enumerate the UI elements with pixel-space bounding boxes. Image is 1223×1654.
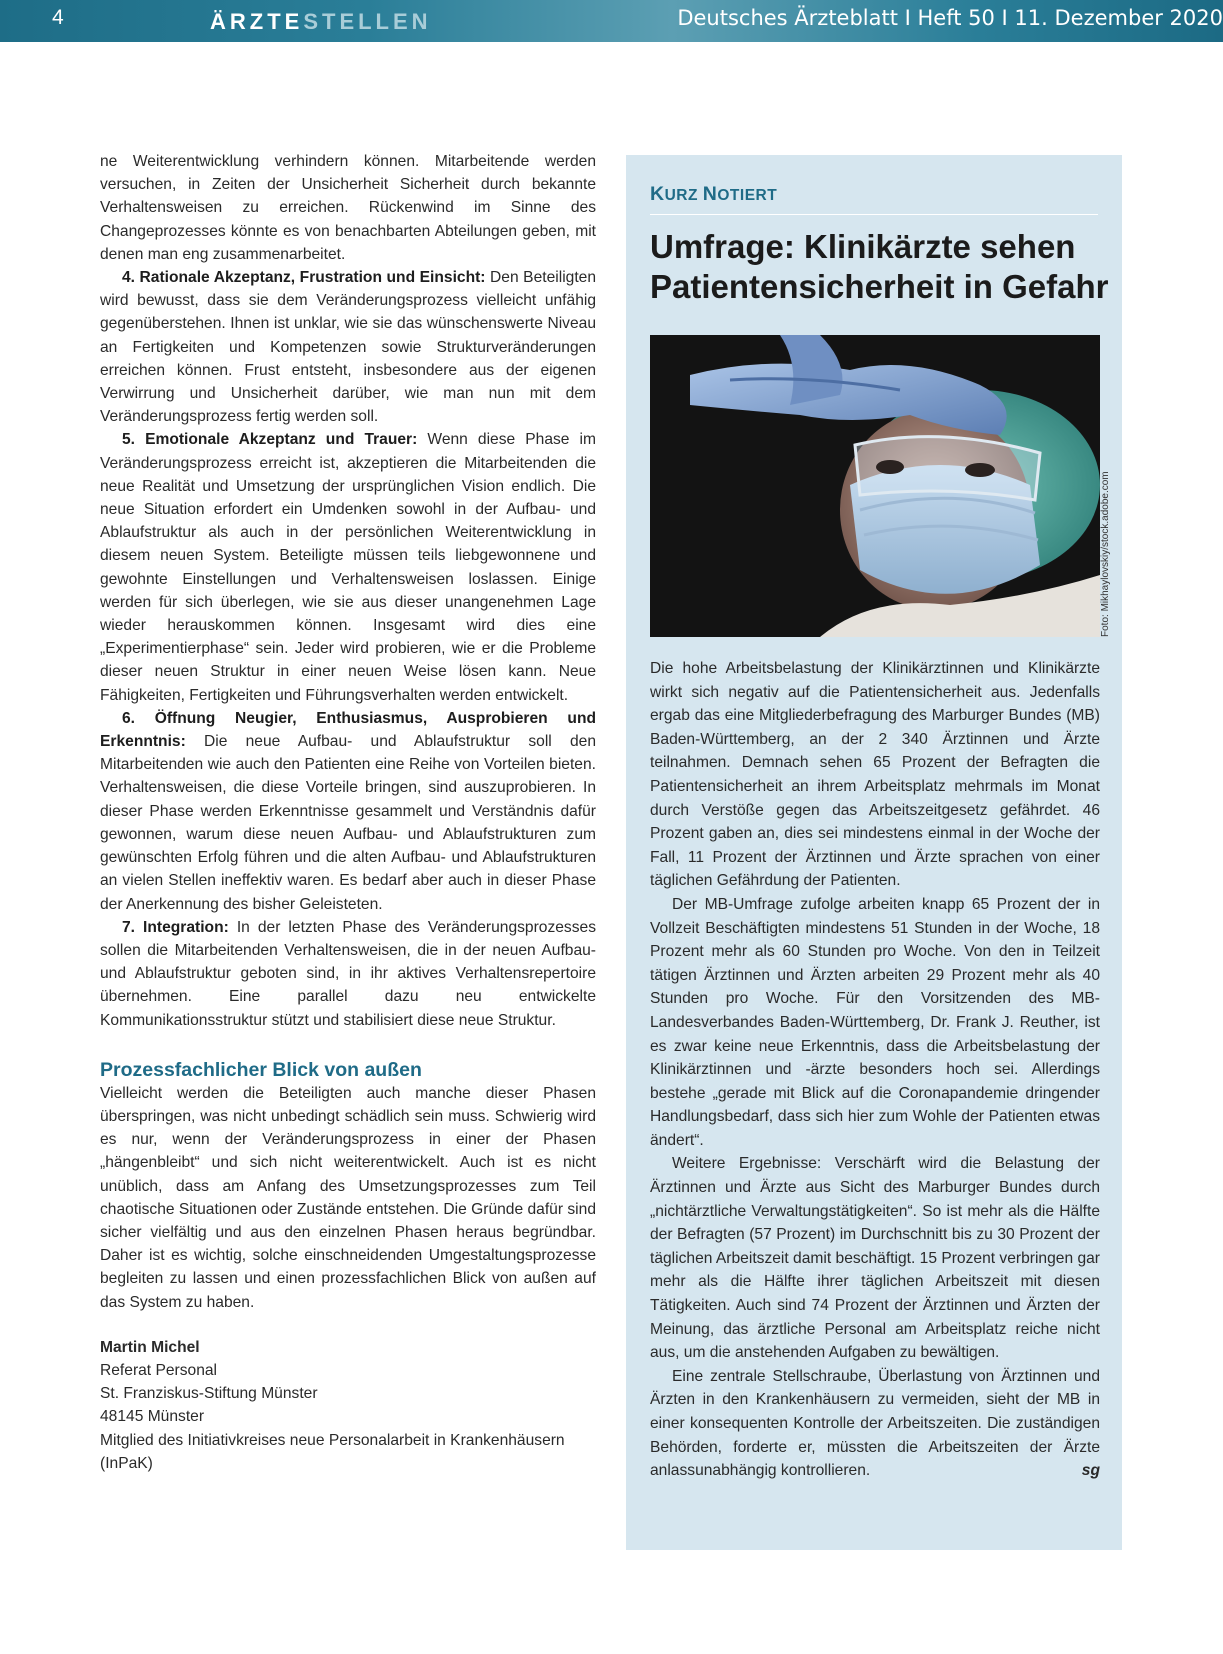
paragraph: Weitere Ergebnisse: Verschärft wird die Belastung der Ärztinnen und Ärzte aus Sicht des Marburger Bundes durch „nichtärztliche Verwaltungstätigkeiten“. So ist mehr als die Hälfte der Befragten (57 Prozent) im Durchschnitt bis zu 30 Prozent der täglichen Arbeitszeit damit beschäftigt. 15 Prozent verbringen gar mehr als die Hälfte ihrer täglichen Arbeitszeit mit diesen Tätigkeiten. Auch sind 74 Prozent der Ärztinnen und Ärzten der Meinung, das ärztliche Personal am Arbeitsplatz reiche nicht aus, um die anstehenden Aufgaben zu bewältigen.	[650, 1155, 1100, 1362]
issue-info: Deutsches Ärzteblatt I Heft 50 I 11. Dezember 2020	[677, 6, 1223, 30]
author-line: Referat Personal	[100, 1361, 218, 1379]
kicker-initial: K	[650, 183, 665, 205]
brand-part-2: STELLEN	[303, 9, 432, 34]
paragraph	[650, 1365, 1100, 1483]
paragraph: Die hohe Arbeitsbelastung der Klinikärztinnen und Klinikärzte wirkt sich negativ auf die Patientensicherheit aus. Jedenfalls ergab das eine Mitgliederbefragung des Marburger Bundes (MB) Baden-Württemberg, an der 2 340 Ärztinnen und Ärzte teilnahmen. Demnach sehen 65 Prozent der Befragten die Patientensicherheit an ihrem Arbeitsplatz mehrmals im Monat durch Verstöße gegen das Arbeitszeitgesetz gefährdet. 46 Prozent gaben an, dies sei mindestens einmal in der Woche der Fall, 11 Prozent der Ärztinnen und Ärzte sprachen von einer täglichen Gefährdung der Patienten.	[650, 660, 1100, 890]
section-brand	[210, 9, 432, 35]
phase-heading: 4. Rationale Akzeptanz, Frustration und Einsicht:	[122, 269, 486, 287]
kicker-text: OTIERT	[717, 187, 778, 204]
paragraph-text: Wenn diese Phase im Veränderungsprozess erreicht ist, akzeptieren die Mitarbeitenden die neue Realität und Umsetzung der ursprünglichen Vision endlich. Die neue Situation erfordert ein Umdenken sowohl in der Aufbau- und Ablaufstruktur als auch in der persönlichen Weiterentwicklung in diesem neuen System. Beteiligte müssen teils liebgewonnene und gewohnte Einstellungen und Verhaltensweisen loslassen. Einige werden für sich überlegen, wie sie aus dieser unangenehmen Lage wieder herauskommen können. Insgesamt wird dies eine „Experimentierphase“ sein. Jeder wird probieren, wie er die Probleme dieser neuen Struktur in einer neuen Weise lösen kann. Neue Fähigkeiten, Fertigkeiten und Führungsverhalten werden entwickelt.	[100, 431, 596, 704]
paragraph: ne Weiterentwicklung verhindern können. Mitarbeitende werden versuchen, in Zeiten der Unsicherheit Sicherheit durch bekannte Verhaltensweisen zu erreichen. Rückenwind im Sinne des Changeprozesses könnte es von benachbarten Abteilungen geben, mit denen man eng zusammenarbeitet.	[100, 153, 596, 263]
author-line: 48145 Münster	[100, 1408, 205, 1426]
paragraph	[100, 266, 596, 428]
kicker-initial: N	[702, 183, 718, 205]
paragraph	[100, 916, 596, 1032]
article-left-column	[100, 150, 596, 1475]
author-signature: sg	[1081, 1462, 1100, 1480]
box-headline: Umfrage: Klinikärzte sehen Patientensicherheit in Gefahr	[650, 228, 1109, 305]
brand-part-1: ÄRZTE	[210, 9, 304, 34]
section-subheading: Prozessfachlicher Blick von außen	[100, 1058, 422, 1081]
page-header	[0, 0, 1223, 42]
paragraph-text: Eine zentrale Stellschraube, Überlastung von Ärztinnen und Ärzten in den Krankenhäusern zu vermeiden, sieht der MB in einer konsequenten Kontrolle der Arbeitszeiten. Die zuständigen Behörden, forderte er, müssten die Arbeitszeiten der Ärzte anlassunabhängig kontrollieren.	[650, 1367, 1100, 1480]
author-line: Mitglied des Initiativkreises neue Personalarbeit in Krankenhäusern (InPaK)	[100, 1431, 565, 1472]
paragraph-text: In der letzten Phase des Veränderungsprozesses sollen die Mitarbeitenden Verhaltensweisen, die in der neuen Aufbau- und Ablaufstruktur geboten sind, in ihr aktives Verhaltensrepertoire übernehmen. Eine parallel dazu neu entwickelte Kommunikationsstruktur stützt und stabilisiert diese neue Struktur.	[100, 918, 596, 1029]
doctor-photo	[650, 335, 1100, 637]
kicker-text: URZ	[664, 187, 703, 204]
phase-heading: 7. Integration:	[122, 918, 229, 936]
author-block	[100, 1336, 596, 1475]
paragraph	[100, 428, 596, 706]
page-number: 4	[52, 6, 64, 29]
paragraph-text: Die neue Aufbau- und Ablaufstruktur soll den Mitarbeitenden wie auch den Patienten eine Reihe von Vorteilen bieten. Verhaltensweisen, die diese Vorteile bringen, sind auszuprobieren. In dieser Phase werden Erkenntnisse gesammelt und Verständnis dafür gewonnen, warum diese neuen Aufbau- und Ablaufstrukturen zum gewünschten Erfolg führen und die alten Aufbau- und Ablaufstrukturen an vielen Stellen ineffektiv waren. Es bedarf aber auch in dieser Phase der Anerkennung des bisher Geleisteten.	[100, 733, 596, 913]
box-article-text	[650, 657, 1100, 1483]
phase-heading: 6. Öffnung Neugier, Enthusiasmus, Ausprobieren und Erkenntnis:	[100, 709, 596, 751]
photo-credit: Foto: Mikhaylovskiy/stock.adobe.com	[1100, 471, 1111, 637]
doctor-illustration	[650, 335, 1100, 637]
paragraph: Der MB-Umfrage zufolge arbeiten knapp 65 Prozent der in Vollzeit Beschäftigten mindestens 51 Stunden in der Woche, 18 Prozent mehr als 60 Stunden pro Woche. Von den in Teilzeit tätigen Ärztinnen und Ärzten arbeiten 29 Prozent mehr als 40 Stunden pro Woche. Für den Vorsitzenden des MB-Landesverbandes Baden-Württemberg, Dr. Frank J. Reuther, ist es zwar keine neue Erkenntnis, dass die Arbeitsbelastung der Klinikärztinnen und -ärzte besonders hoch sei. Allerdings bestehe „gerade mit Blick auf die Coronapandemie dringender Handlungsbedarf, dass sich hier zum Wohle der Patienten etwas ändert“.	[650, 895, 1100, 1149]
news-box	[626, 155, 1122, 1550]
author-line: St. Franziskus-Stiftung Münster	[100, 1385, 318, 1403]
phase-heading: 5. Emotionale Akzeptanz und Trauer:	[122, 431, 418, 449]
paragraph	[100, 707, 596, 916]
paragraph: Vielleicht werden die Beteiligten auch manche dieser Phasen überspringen, was nicht unbedingt schädlich sein muss. Schwierig wird es nur, wenn der Veränderungsprozess in einer der Phasen „hängenbleibt“ und sich nicht weiterentwickelt. Auch ist es nicht unüblich, dass am Anfang des Umsetzungsprozesses zum Teil chaotische Situationen oder Zustände entstehen. Die Gründe dafür sind sicher vielfältig und aus den einzelnen Phasen heraus begründbar. Daher ist es wichtig, solche einschneidenden Umgestaltungsprozesse begleiten zu lassen und einen prozessfachlichen Blick von außen auf das System zu haben.	[100, 1084, 596, 1311]
box-kicker	[650, 183, 1098, 215]
author-name: Martin Michel	[100, 1338, 200, 1356]
paragraph-text: Den Beteiligten wird bewusst, dass sie dem Veränderungsprozess vielleicht unfähig gegenüberstehen. Ihnen ist unklar, wie sie das wünschenswerte Niveau an Fertigkeiten und Kompetenzen sowie Strukturveränderungen erreichen können. Frust entsteht, insbesondere aus der eigenen Verwirrung und Unsicherheit darüber, wie man nun mit dem Veränderungsprozess fertig werden soll.	[100, 269, 597, 426]
